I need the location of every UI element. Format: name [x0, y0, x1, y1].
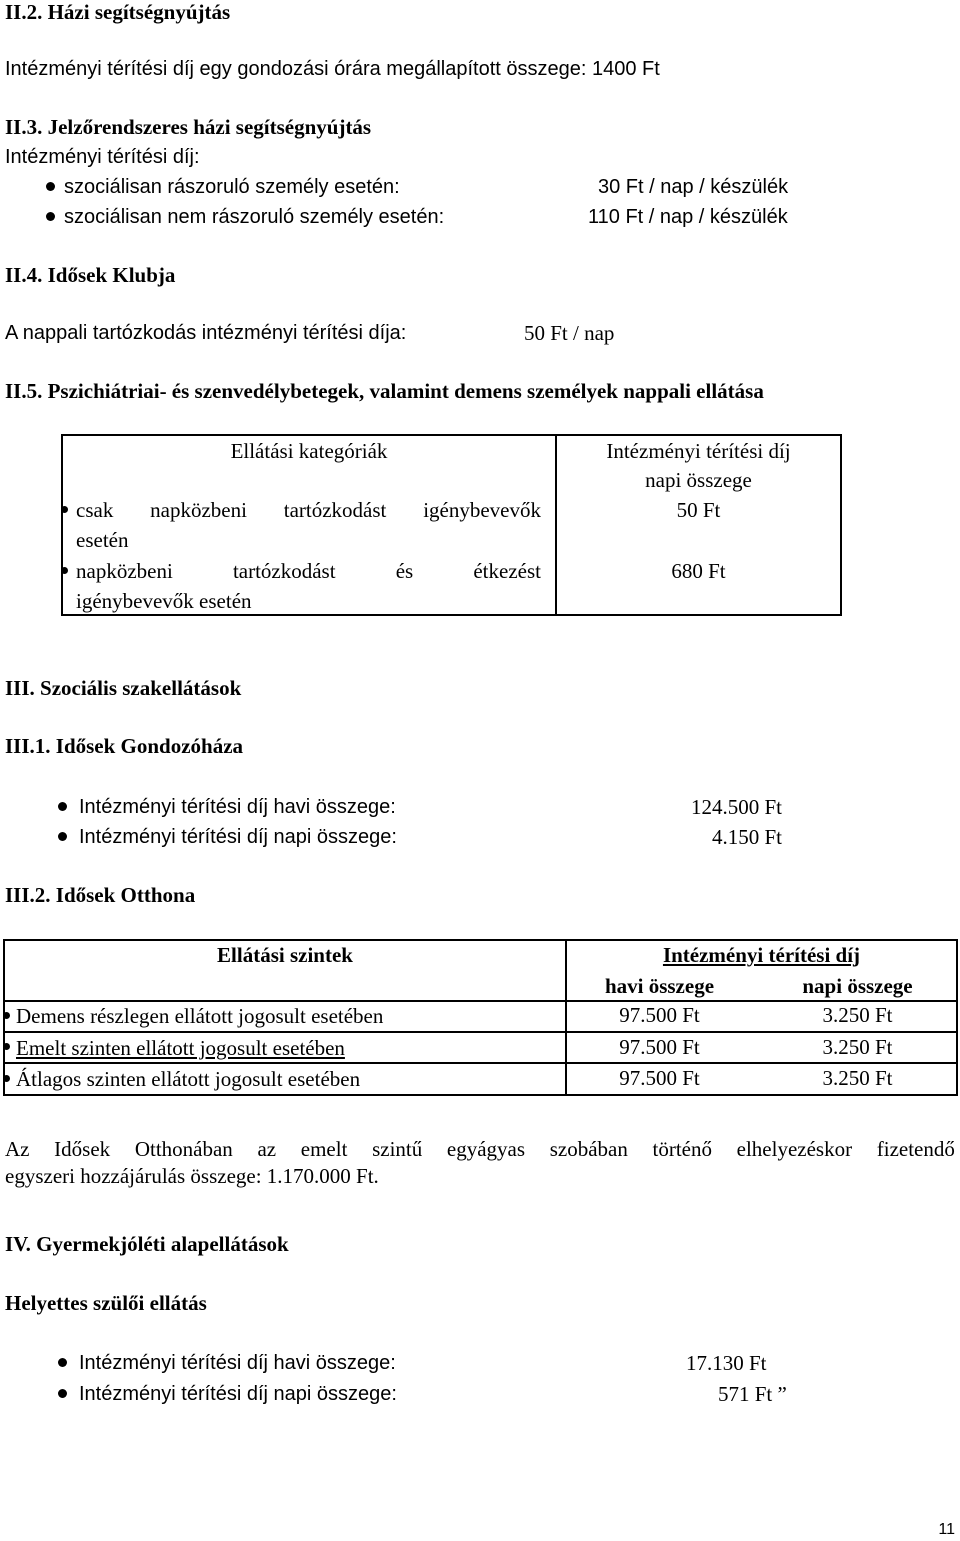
bullet-icon: [46, 182, 55, 191]
subsection-heading: Helyettes szülői ellátás: [5, 1291, 207, 1315]
table-cell-level: Átlagos szinten ellátott jogosult esetében: [16, 1067, 361, 1091]
list-item-label: Intézményi térítési díj napi összege:: [79, 826, 397, 848]
bullet-icon: [58, 832, 67, 841]
table-border: [3, 1062, 958, 1064]
section-heading-ii5: II.5. Pszichiátriai- és szenvedélybetegek, valamint demens személyek nappali ellátása: [5, 379, 764, 403]
table-header-fee: Intézményi térítési díj: [662, 943, 861, 967]
list-item-value: 4.150 Ft: [711, 825, 782, 849]
note-paragraph: Az Idősek Otthonában az emelt szintű egyágyas szobában történő elhelyezéskor fizetendő: [5, 1137, 955, 1161]
home-care-fee-line: Intézményi térítési díj egy gondozási órára megállapított összege: 1400 Ft: [5, 58, 660, 80]
table-subheader-daily: napi összege: [802, 974, 913, 998]
table-border: [956, 939, 958, 1096]
bullet-icon: [61, 506, 68, 513]
bullet-icon: [58, 1358, 67, 1367]
note-paragraph-cont: egyszeri hozzájárulás összege: 1.170.000 Ft.: [5, 1164, 379, 1188]
list-item-label: szociálisan rászoruló személy esetén:: [64, 176, 400, 198]
section-heading-iii2: III.2. Idősek Otthona: [5, 883, 196, 907]
table-header-category: Ellátási kategóriák: [230, 439, 388, 463]
day-stay-fee-value: 50 Ft / nap: [524, 321, 615, 345]
list-item-value: 17.130 Ft: [686, 1351, 767, 1375]
bullet-icon: [58, 802, 67, 811]
list-item-value: 110 Ft / nap / készülék: [588, 206, 788, 228]
table-cell-monthly: 97.500 Ft: [619, 1003, 700, 1027]
bullet-icon: [3, 1012, 10, 1019]
bullet-icon: [58, 1389, 67, 1398]
table-cell-fee: 50 Ft: [676, 498, 721, 522]
bullet-icon: [3, 1075, 10, 1082]
table-header-fee-sub: napi összege: [645, 468, 752, 492]
table-header-level: Ellátási szintek: [217, 943, 353, 967]
table-cell-category-cont: igénybevevők esetén: [76, 589, 252, 613]
table-cell-category-cont: esetén: [76, 528, 129, 552]
section-heading-ii3: II.3. Jelzőrendszeres házi segítségnyújtás: [5, 115, 372, 139]
table-border: [61, 434, 842, 436]
section-heading-iv: IV. Gyermekjóléti alapellátások: [5, 1232, 289, 1256]
table-cell-monthly: 97.500 Ft: [619, 1035, 700, 1059]
table-border: [3, 1000, 958, 1002]
list-item-label: Intézményi térítési díj havi összege:: [79, 796, 396, 818]
table-cell-monthly: 97.500 Ft: [619, 1066, 700, 1090]
list-item-label: Intézményi térítési díj napi összege:: [79, 1383, 397, 1405]
section-heading-iii1: III.1. Idősek Gondozóháza: [5, 734, 244, 758]
table-header-fee: Intézményi térítési díj: [606, 439, 791, 463]
table-subheader-monthly: havi összege: [604, 974, 715, 998]
section-heading-ii2: II.2. Házi segítségnyújtás: [5, 0, 231, 24]
section-heading-ii4: II.4. Idősek Klubja: [5, 263, 176, 287]
table-cell-daily: 3.250 Ft: [822, 1035, 893, 1059]
table-border: [3, 1094, 958, 1096]
table-cell-fee: 680 Ft: [671, 559, 726, 583]
table-cell-category: csak napközbeni tartózkodást igénybevevők: [76, 498, 541, 522]
table-cell-category: napközbeni tartózkodást és étkezést: [76, 559, 541, 583]
list-item-value: 124.500 Ft: [690, 795, 782, 819]
bullet-icon: [46, 212, 55, 221]
day-stay-fee-label: A nappali tartózkodás intézményi térítési díja:: [5, 322, 407, 344]
table-cell-level: Demens részlegen ellátott jogosult esetében: [16, 1004, 384, 1028]
fee-subtitle: Intézményi térítési díj:: [5, 146, 200, 168]
page-number: 11: [938, 1521, 955, 1538]
table-border: [3, 1031, 958, 1033]
bullet-icon: [3, 1043, 10, 1050]
table-cell-level: Emelt szinten ellátott jogosult esetében: [16, 1036, 345, 1060]
list-item-label: Intézményi térítési díj havi összege:: [79, 1352, 396, 1374]
table-border: [3, 939, 958, 941]
table-cell-daily: 3.250 Ft: [822, 1066, 893, 1090]
bullet-icon: [61, 567, 68, 574]
section-heading-iii: III. Szociális szakellátások: [5, 676, 242, 700]
table-cell-daily: 3.250 Ft: [822, 1003, 893, 1027]
table-border: [840, 434, 842, 616]
table-border: [61, 614, 842, 616]
list-item-value: 571 Ft ”: [718, 1382, 787, 1406]
list-item-value: 30 Ft / nap / készülék: [598, 176, 789, 198]
list-item-label: szociálisan nem rászoruló személy esetén:: [64, 206, 445, 228]
